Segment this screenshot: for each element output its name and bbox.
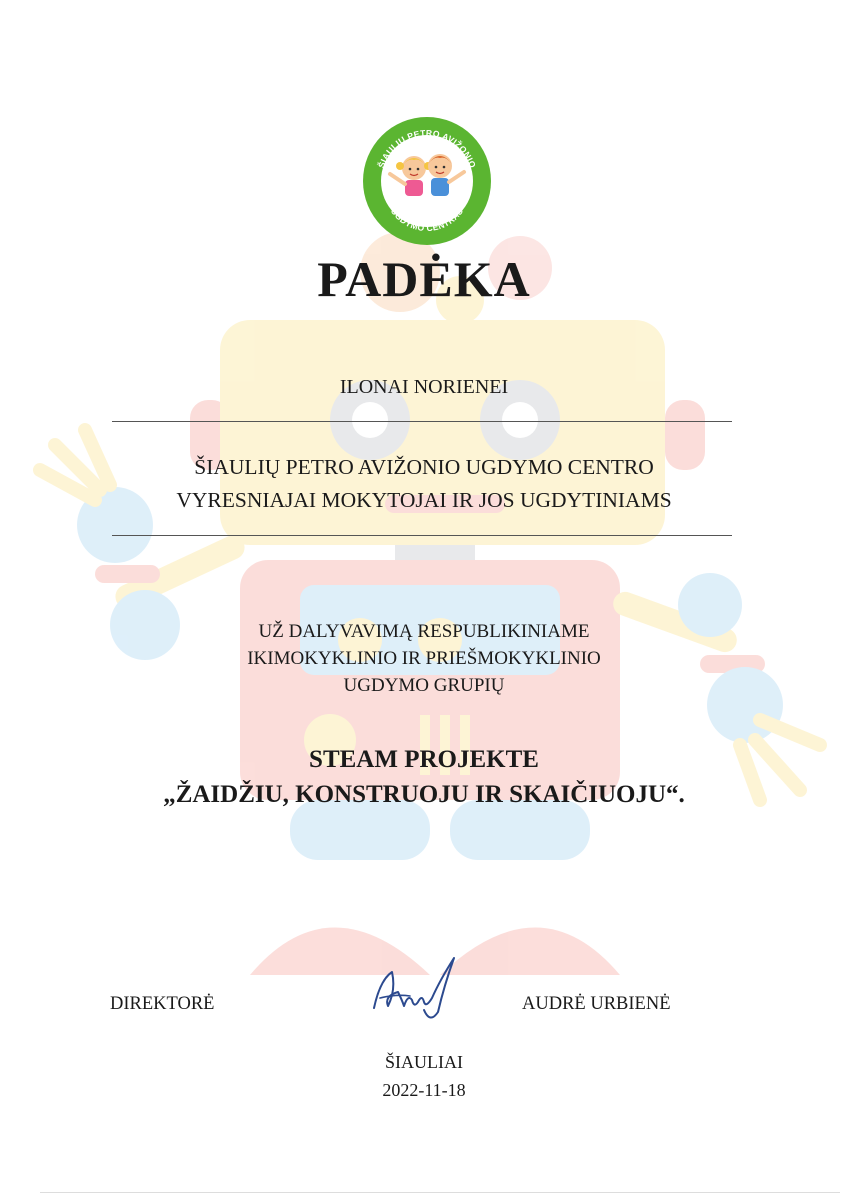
org-line-2: VYRESNIAJAI MOKYTOJAI IR JOS UGDYTINIAMS: [176, 488, 672, 512]
footer-block: [0, 1048, 848, 1104]
project-line-1: STEAM PROJEKTE: [309, 746, 539, 773]
reason-block: [0, 618, 848, 699]
school-logo: [360, 114, 494, 248]
divider-line: [112, 535, 732, 536]
handwritten-signature: [366, 950, 476, 1025]
certificate-title: PADĖKA: [317, 251, 531, 307]
signer-name: AUDRĖ URBIENĖ: [522, 994, 671, 1014]
footer-city: ŠIAULIAI: [385, 1052, 463, 1072]
reason-line-3: UGDYMO GRUPIŲ: [343, 675, 505, 696]
signer-role: DIREKTORĖ: [110, 994, 215, 1014]
divider-line: [112, 421, 732, 422]
project-line-2: „ŽAIDŽIU, KONSTRUOJU IR SKAIČIUOJU“.: [163, 781, 685, 808]
reason-line-2: IKIMOKYKLINIO IR PRIEŠMOKYKLINIO: [247, 648, 601, 669]
logo-arc-top: ŠIAULIŲ PETRO AVIŽONIO: [376, 127, 478, 170]
logo-arc-bottom: UGDYMO CENTRAS: [388, 206, 466, 234]
footer-date: 2022-11-18: [382, 1080, 466, 1100]
scan-edge-line: [40, 1192, 840, 1193]
org-line-1: ŠIAULIŲ PETRO AVIŽONIO UGDYMO CENTRO: [194, 455, 654, 479]
project-block: [0, 742, 848, 812]
recipient-name: ILONAI NORIENEI: [339, 376, 509, 398]
organization-block: [0, 451, 848, 517]
reason-line-1: UŽ DALYVAVIMĄ RESPUBLIKINIAME: [258, 621, 590, 642]
